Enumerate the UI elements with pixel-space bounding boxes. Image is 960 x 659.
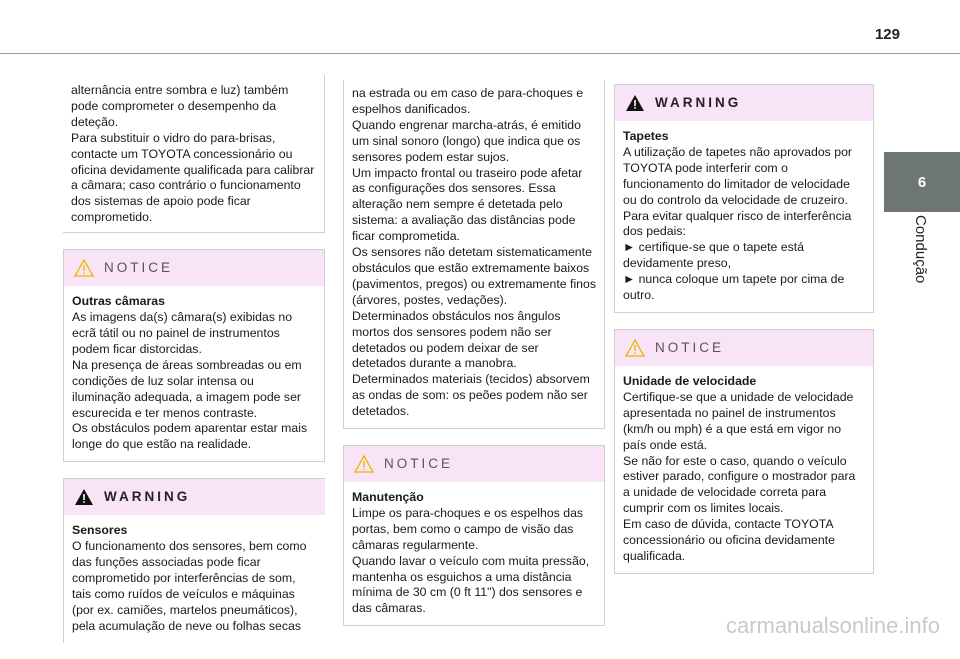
- notice-banner: [64, 250, 324, 286]
- warning-text: O funcionamento dos sensores, bem como das funções associadas pode ficar comprometido por interferências de som, tais como ruídos de veículos e máquinas (por ex. camiões, martelos pneumáticos), pela acumulação de neve ou folhas secas: [72, 539, 307, 633]
- notice-text: Certifique-se que a unidade de velocidade apresentada no painel de instrumentos (km/h ou mph) é a que está em vigor no país onde está. Se não for este o caso, quando o veículo estiver parado, configure o mostrador para a unidade de velocidade correta para cumprir com os limites locais. Em caso de dúvida, contacte TOYOTA concessionário ou oficina devidamente qualificada.: [623, 389, 856, 563]
- notice-text: Limpe os para-choques e os espelhos das portas, bem como o campo de visão das câmaras regularmente. Quando lavar o veículo com muita pressão, mantenha os esguichos a uma distância mínima de 30 cm (0 ft 11") dos sensores e das câmaras.: [352, 505, 590, 616]
- warning-banner: [64, 479, 325, 515]
- warning-triangle-icon: [74, 488, 94, 506]
- notice-label: NOTICE: [655, 340, 725, 356]
- notice-heading: Manutenção: [352, 490, 424, 505]
- continued-warning-box: [343, 80, 605, 429]
- column-1: [63, 80, 325, 659]
- notice-banner: [615, 330, 873, 366]
- caution-triangle-icon: [354, 455, 374, 473]
- notice-box-maintenance: [343, 445, 605, 626]
- notice-label: NOTICE: [384, 456, 454, 472]
- notice-box-other-cameras: [63, 249, 325, 462]
- continued-text: alternância entre sombra e luz) também pode comprometer o desempenho da deteção. Para substituir o vidro do para-brisas, contacte um TOYOTA concessionário ou oficina devidamente qualificada para calibrar a câmara; caso contrário o funcionamento dos sistemas de apoio pode ficar comprometido.: [71, 83, 315, 225]
- warning-text: A utilização de tapetes não aprovados por TOYOTA pode interferir com o funcionamento do limitador de velocidade ou do controlo da velocidade de cruzeiro. Para evitar qualquer risco de interferência dos pedais: ► certifique-se que o tapete está devidamente preso, ► nunca coloque um tapete por cima de outro.: [623, 144, 853, 303]
- chapter-tab[interactable]: 6: [884, 152, 960, 212]
- page-number: 129: [874, 26, 900, 43]
- notice-label: NOTICE: [104, 260, 174, 276]
- warning-label: WARNING: [104, 489, 191, 505]
- notice-heading: Outras câmaras: [72, 294, 165, 309]
- warning-triangle-icon: [625, 94, 645, 112]
- caution-triangle-icon: [74, 259, 94, 277]
- notice-box-speed-unit: [614, 329, 874, 574]
- continued-text-box: [63, 75, 325, 233]
- caution-triangle-icon: [625, 339, 645, 357]
- notice-heading: Unidade de velocidade: [623, 373, 757, 388]
- notice-banner: [344, 446, 604, 482]
- warning-box-sensors: [63, 478, 325, 642]
- watermark: carmanualsonline.info: [725, 613, 940, 638]
- warning-heading: Sensores: [72, 523, 128, 538]
- warning-label: WARNING: [655, 95, 742, 111]
- continued-text: na estrada ou em caso de para-choques e espelhos danificados. Quando engrenar marcha-atrás, é emitido um sinal sonoro (longo) que indica que os sensores podem estar sujos. Um impacto frontal ou traseiro pode afetar as configurações dos sensores. Essa alteração nem sempre é detetada pelo sistema: a avaliação das distâncias pode ficar comprometida. Os sensores não detetam sistematicamente obstáculos que estão extremamente baixos (pavimentos, pregos) ou extremamente finos (árvores, postes, vedações). Determinados obstáculos nos ângulos mortos dos sensores podem não ser detetados ou podem deixar de ser detetados durante a manobra. Determinados materiais (tecidos) absorvem as ondas de som: os peões podem não ser detetados.: [352, 86, 597, 419]
- notice-text: As imagens da(s) câmara(s) exibidas no ecrã tátil ou no painel de instrumentos podem ficar distorcidas. Na presença de áreas sombreadas ou em condições de luz solar intensa ou iluminação adequada, a imagem pode ser escurecida e ter menos contraste. Os obstáculos podem aparentar estar mais longe do que estão na realidade.: [72, 310, 308, 452]
- column-3: [614, 80, 874, 590]
- warning-banner: [615, 85, 873, 121]
- header-divider: [0, 53, 960, 54]
- warning-heading: Tapetes: [623, 129, 669, 143]
- chapter-title: Condução: [912, 215, 929, 284]
- column-2: [343, 80, 605, 642]
- warning-box-mats: [614, 84, 874, 313]
